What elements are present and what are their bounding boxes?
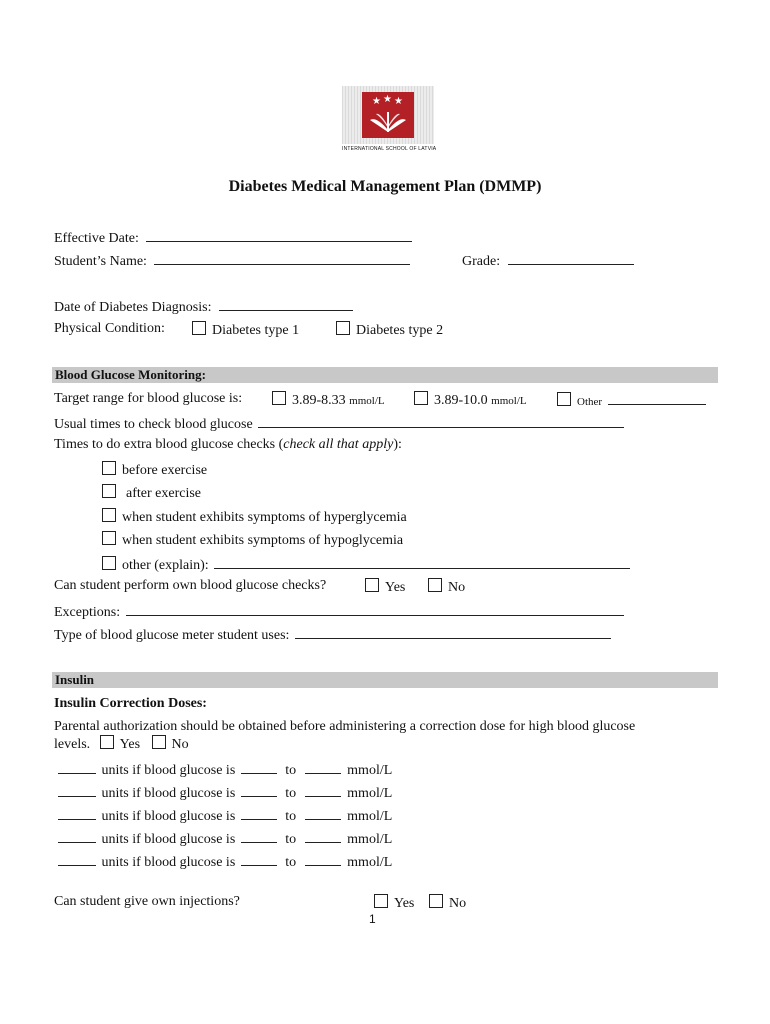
diagnosis-date-label: Date of Diabetes Diagnosis:	[54, 300, 212, 315]
dose-to-label: to	[285, 855, 297, 870]
dose-to-label: to	[285, 832, 297, 847]
extra-option-hypoglycemia[interactable]	[102, 531, 403, 549]
own-injections-no-checkbox[interactable]	[429, 894, 443, 908]
school-logo	[342, 86, 437, 158]
range2-checkbox[interactable]	[414, 391, 428, 405]
extra-option-after-exercise[interactable]	[102, 484, 201, 502]
levels-label: levels.	[54, 737, 91, 752]
range-other-label: Other	[577, 396, 603, 408]
range2-label: 3.89-10.0	[434, 393, 488, 408]
insulin-header-text: Insulin	[55, 672, 95, 687]
own-injections-yes-label: Yes	[394, 896, 415, 911]
own-injections-yes-option[interactable]	[374, 894, 414, 912]
range2-option[interactable]	[414, 391, 527, 409]
effective-date-field[interactable]	[146, 228, 412, 242]
student-name-label: Student’s Name:	[54, 254, 147, 269]
dose-units-label: units if blood glucose is	[101, 809, 236, 824]
usual-times-label: Usual times to check blood glucose	[54, 417, 253, 432]
dose-to-field[interactable]	[305, 806, 341, 820]
extra-option-other[interactable]	[102, 555, 630, 574]
range2-unit: mmol/L	[491, 395, 527, 407]
diagnosis-date-field[interactable]	[219, 297, 353, 311]
own-checks-no-label: No	[448, 580, 466, 595]
grade-field[interactable]	[508, 251, 634, 265]
type2-checkbox[interactable]	[336, 321, 350, 335]
range-other-checkbox[interactable]	[557, 392, 571, 406]
type1-label: Diabetes type 1	[212, 323, 300, 338]
dose-units-label: units if blood glucose is	[101, 786, 236, 801]
dose-to-field[interactable]	[305, 760, 341, 774]
dose-unit-label: mmol/L	[347, 832, 393, 847]
dose-units-field[interactable]	[58, 829, 96, 843]
extra-times-text: Times to do extra blood glucose checks (	[54, 437, 284, 452]
own-checks-yes-checkbox[interactable]	[365, 578, 379, 592]
dose-to-field[interactable]	[305, 852, 341, 866]
dose-from-field[interactable]	[241, 760, 277, 774]
extra-times-label	[54, 437, 402, 453]
range1-label: 3.89-8.33	[292, 393, 346, 408]
exceptions-row	[54, 602, 624, 621]
auth-no-option[interactable]	[152, 737, 189, 752]
type1-option[interactable]	[192, 321, 299, 339]
bgm-section-header	[52, 367, 718, 383]
effective-date-row	[54, 228, 412, 247]
own-injections-no-label: No	[449, 896, 467, 911]
dose-from-field[interactable]	[241, 806, 277, 820]
dose-row	[58, 852, 392, 871]
dose-to-label: to	[285, 809, 297, 824]
before-exercise-label: before exercise	[122, 463, 208, 478]
svg-text:★: ★	[394, 96, 403, 107]
range-other-field[interactable]	[608, 391, 706, 405]
usual-times-field[interactable]	[258, 414, 624, 428]
page-number: 1	[369, 912, 376, 926]
logo-caption: INTERNATIONAL SCHOOL OF LATVIA	[342, 146, 437, 152]
hypoglycemia-checkbox[interactable]	[102, 531, 116, 545]
meter-type-label: Type of blood glucose meter student uses:	[54, 628, 290, 643]
insulin-section-header	[52, 672, 718, 688]
authorization-row	[54, 735, 189, 753]
authorization-text: Parental authorization should be obtained before administering a correction dose for high blood glucose	[54, 719, 636, 734]
grade-label: Grade:	[462, 254, 501, 269]
dose-units-label: units if blood glucose is	[101, 763, 236, 778]
physical-condition-row	[54, 321, 165, 337]
meter-type-row	[54, 625, 611, 644]
own-injections-yes-checkbox[interactable]	[374, 894, 388, 908]
physical-condition-label: Physical Condition:	[54, 321, 165, 336]
usual-times-row	[54, 414, 624, 433]
dose-to-label: to	[285, 763, 297, 778]
dose-unit-label: mmol/L	[347, 786, 393, 801]
dose-unit-label: mmol/L	[347, 855, 393, 870]
extra-times-end: ):	[393, 437, 402, 452]
dose-units-field[interactable]	[58, 760, 96, 774]
own-checks-label: Can student perform own blood glucose checks?	[54, 578, 327, 593]
type2-option[interactable]	[336, 321, 443, 339]
dose-row	[58, 783, 392, 802]
diagnosis-date-row	[54, 297, 353, 316]
own-checks-no-checkbox[interactable]	[428, 578, 442, 592]
dose-to-field[interactable]	[305, 783, 341, 797]
extra-option-before-exercise[interactable]	[102, 461, 207, 479]
grade-row	[462, 251, 634, 270]
own-injections-label: Can student give own injections?	[54, 894, 240, 909]
dose-to-field[interactable]	[305, 829, 341, 843]
dose-unit-label: mmol/L	[347, 763, 393, 778]
range-other-option[interactable]	[557, 391, 706, 410]
page-title: Diabetes Medical Management Plan (DMMP)	[228, 178, 542, 195]
dose-units-label: units if blood glucose is	[101, 832, 236, 847]
own-injections-no-option[interactable]	[429, 894, 466, 912]
hypoglycemia-label: when student exhibits symptoms of hypoglycemia	[122, 533, 404, 548]
dose-from-field[interactable]	[241, 783, 277, 797]
bgm-header-text: Blood Glucose Monitoring:	[55, 367, 206, 382]
after-exercise-label: after exercise	[126, 486, 201, 501]
dose-row	[58, 829, 392, 848]
auth-yes-option[interactable]	[100, 737, 140, 752]
student-name-row	[54, 251, 410, 270]
before-exercise-checkbox[interactable]	[102, 461, 116, 475]
hyperglycemia-label: when student exhibits symptoms of hyperglycemia	[122, 510, 407, 525]
other-explain-label: other (explain):	[122, 558, 209, 573]
own-checks-no-option[interactable]	[428, 578, 465, 596]
exceptions-label: Exceptions:	[54, 605, 121, 620]
dose-units-field[interactable]	[58, 806, 96, 820]
range1-checkbox[interactable]	[272, 391, 286, 405]
meter-type-field[interactable]	[295, 625, 611, 639]
dose-row	[58, 806, 392, 825]
extra-option-hyperglycemia[interactable]	[102, 508, 407, 526]
svg-text:★: ★	[383, 94, 392, 105]
effective-date-label: Effective Date:	[54, 231, 139, 246]
own-checks-yes-option[interactable]	[365, 578, 405, 596]
dose-units-label: units if blood glucose is	[101, 855, 236, 870]
other-explain-field[interactable]	[214, 555, 630, 569]
hyperglycemia-checkbox[interactable]	[102, 508, 116, 522]
dose-from-field[interactable]	[241, 852, 277, 866]
auth-no-checkbox[interactable]	[152, 735, 166, 749]
auth-yes-checkbox[interactable]	[100, 735, 114, 749]
correction-doses-title: Insulin Correction Doses:	[54, 696, 207, 711]
target-range-label: Target range for blood glucose is:	[54, 391, 243, 406]
dose-from-field[interactable]	[241, 829, 277, 843]
dose-units-field[interactable]	[58, 852, 96, 866]
type2-label: Diabetes type 2	[356, 323, 444, 338]
type1-checkbox[interactable]	[192, 321, 206, 335]
exceptions-field[interactable]	[126, 602, 624, 616]
auth-no-label: No	[171, 737, 189, 752]
student-name-field[interactable]	[154, 251, 410, 265]
dose-units-field[interactable]	[58, 783, 96, 797]
range1-option[interactable]	[272, 391, 385, 409]
svg-text:★: ★	[372, 96, 381, 107]
extra-times-italic: check all that apply	[283, 437, 394, 452]
other-explain-checkbox[interactable]	[102, 556, 116, 570]
auth-yes-label: Yes	[119, 737, 141, 752]
after-exercise-checkbox[interactable]	[102, 484, 116, 498]
dose-to-label: to	[285, 786, 297, 801]
range1-unit: mmol/L	[349, 395, 385, 407]
dose-unit-label: mmol/L	[347, 809, 393, 824]
dose-row	[58, 760, 392, 779]
own-checks-yes-label: Yes	[385, 580, 406, 595]
